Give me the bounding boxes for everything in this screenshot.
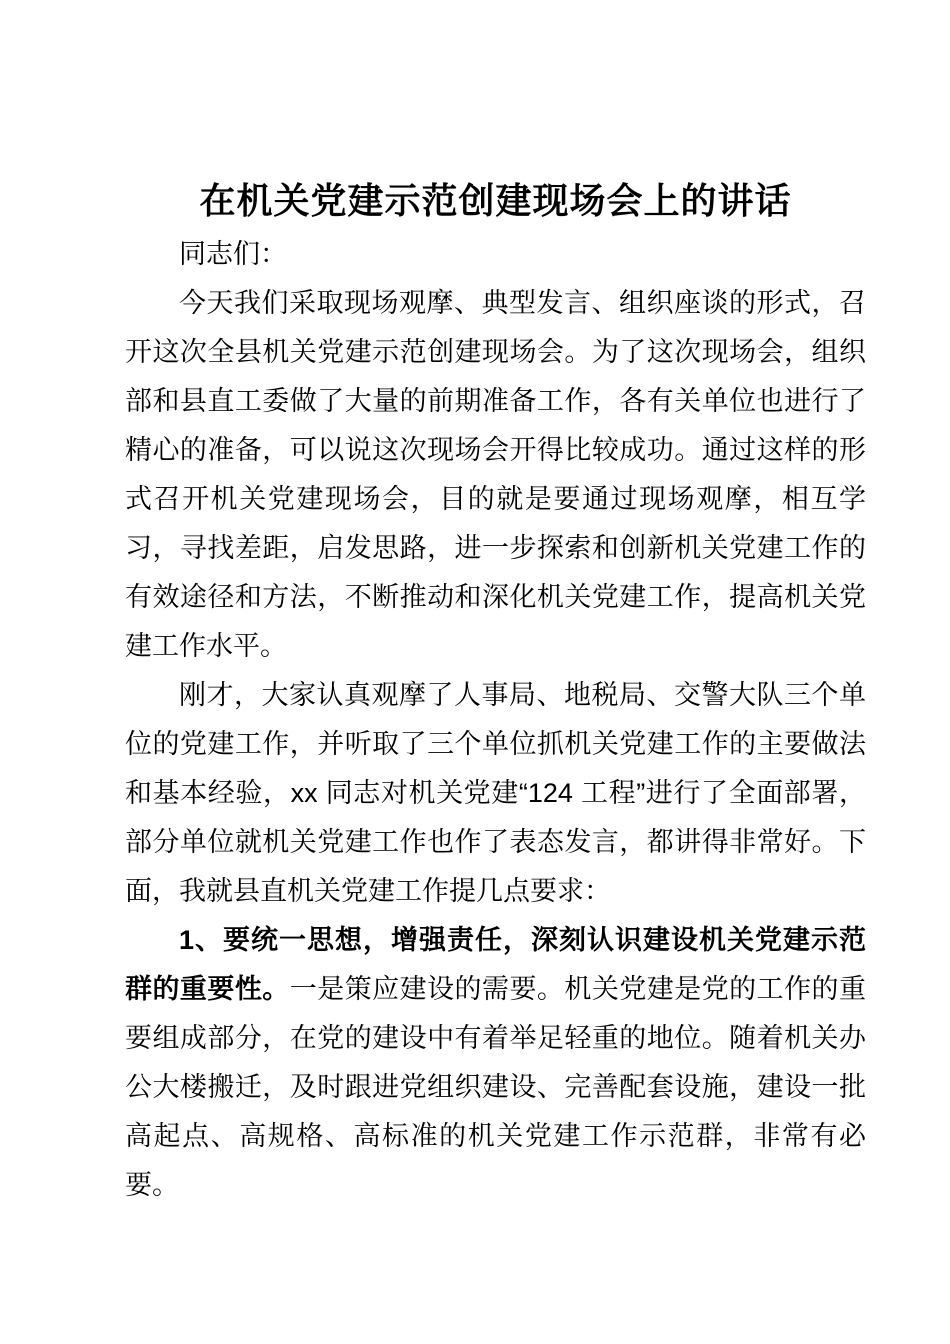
paragraph-review: 刚才，大家认真观摩了人事局、地税局、交警大队三个单位的党建工作，并听取了三个单位抓机关党建工作的主要做法和基本经验，xx 同志对机关党建“124 工程”进行了全面部署，部分单位就机关党建工作也作了表态发言，都讲得非常好。下面，我就县直机关党建工作提几点要求： — [125, 680, 866, 906]
document-title: 在机关党建示范创建现场会上的讲话 — [199, 180, 792, 221]
paragraph-opening: 今天我们采取现场观摩、典型发言、组织座谈的形式，召开这次全县机关党建示范创建现场会。为了这次现场会，组织部和县直工委做了大量的前期准备工作，各有关单位也进行了精心的准备，可以说这次现场会开得比较成功。通过这样的形式召开机关党建现场会，目的就是要通过现场观摩，相互学习，寻找差距，启发思路，进一步探索和创新机关党建工作的有效途径和方法，不断推动和深化机关党建工作，提高机关党建工作水平。 — [125, 288, 866, 661]
paragraph-requirement-1 — [125, 916, 866, 1210]
paragraph-requirement-1-heading: 1、要统一思想，增强责任，深刻认识建设机关党建示范群的重要性。 — [125, 925, 866, 1004]
paragraph-requirement-1-body: 一是策应建设的需要。机关党建是党的工作的重要组成部分，在党的建设中有着举足轻重的地位。随着机关办公大楼搬迁，及时跟进党组织建设、完善配套设施，建设一批高起点、高规格、高标准的机关党建工作示范群，非常有必要。 — [125, 974, 867, 1200]
salutation-line: 同志们： — [179, 239, 287, 269]
document-body — [125, 230, 866, 1210]
